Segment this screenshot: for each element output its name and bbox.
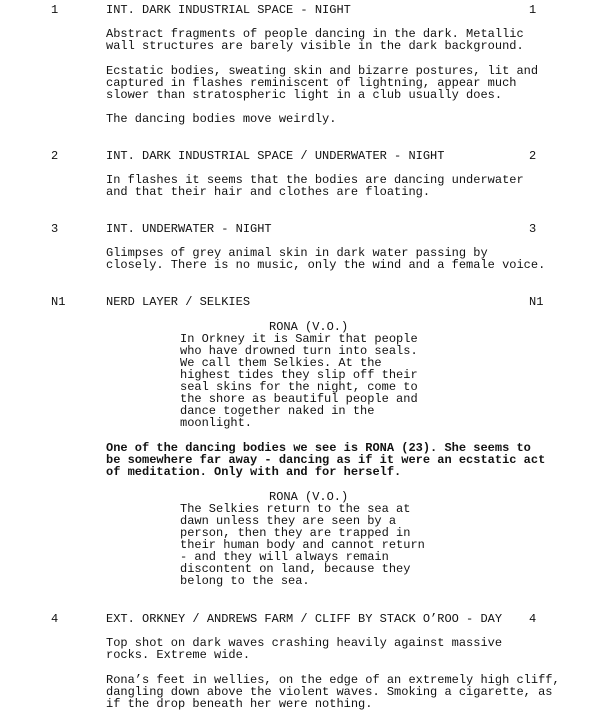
scene-number-left: 4 [51,612,59,626]
dialogue-line: the shore as beautiful people and [180,392,418,406]
dialogue-line: moonlight. [180,416,253,430]
action-line: wall structures are barely visible in the dark background. [106,39,524,53]
scene-number-left: 1 [51,3,59,17]
dialogue-line: their human body and cannot return [180,538,425,552]
dialogue-line: person, then they are trapped in [180,526,411,540]
dialogue-line: - and they will always remain [180,550,389,564]
dialogue-line: We call them Selkies. At the [180,356,382,370]
dialogue-line: discontent on land, because they [180,562,411,576]
dialogue-line: In Orkney it is Samir that people [180,332,418,346]
action-line: Top shot on dark waves crashing heavily against massive [106,636,503,650]
dialogue-line: highest tides they slip off their [180,368,418,382]
dialogue-line: dawn unless they are seen by a [180,514,397,528]
character-name: RONA (V.O.) [269,490,349,504]
dialogue-line: dance together naked in the [180,404,375,418]
scene-number-right: N1 [529,295,544,309]
scene-number-right: 4 [529,612,537,626]
scene-number-right: 3 [529,222,537,236]
scene-heading: EXT. ORKNEY / ANDREWS FARM / CLIFF BY STACK O’ROO - DAY [106,612,503,626]
dialogue-line: who have drowned turn into seals. [180,344,418,358]
scene-heading: INT. UNDERWATER - NIGHT [106,222,272,236]
action-line: closely. There is no music, only the wind and a female voice. [106,258,546,272]
action-line-bold: be somewhere far away - dancing as if it were an ecstatic act [106,453,546,467]
action-line-bold: One of the dancing bodies we see is RONA (23). She seems to [106,441,531,455]
action-line: Glimpses of grey animal skin in dark water passing by [106,246,488,260]
action-line: In flashes it seems that the bodies are dancing underwater [106,173,524,187]
action-line: The dancing bodies move weirdly. [106,112,337,126]
action-line: and that their hair and clothes are floating. [106,185,431,199]
action-line: dangling down above the violent waves. Smoking a cigarette, as [106,685,553,699]
action-line-bold: of meditation. Only with and for herself. [106,465,402,479]
scene-number-left: N1 [51,295,66,309]
scene-heading: INT. DARK INDUSTRIAL SPACE / UNDERWATER - NIGHT [106,149,445,163]
character-name: RONA (V.O.) [269,320,349,334]
action-line: Abstract fragments of people dancing in the dark. Metallic [106,27,524,41]
dialogue-line: belong to the sea. [180,574,310,588]
action-line: slower than stratospheric light in a club usually does. [106,88,503,102]
action-line: rocks. Extreme wide. [106,648,251,662]
scene-heading: NERD LAYER / SELKIES [106,295,251,309]
dialogue-line: The Selkies return to the sea at [180,502,411,516]
action-line: Ecstatic bodies, sweating skin and bizarre postures, lit and [106,64,539,78]
scene-number-left: 2 [51,149,59,163]
action-line: if the drop beneath her were nothing. [106,697,373,711]
scene-number-right: 2 [529,149,537,163]
scene-heading: INT. DARK INDUSTRIAL SPACE - NIGHT [106,3,351,17]
scene-number-left: 3 [51,222,59,236]
dialogue-line: seal skins for the night, come to [180,380,418,394]
action-line: Rona’s feet in wellies, on the edge of an extremely high cliff, [106,673,560,687]
action-line: captured in flashes reminiscent of lightning, appear much [106,76,517,90]
scene-number-right: 1 [529,3,537,17]
